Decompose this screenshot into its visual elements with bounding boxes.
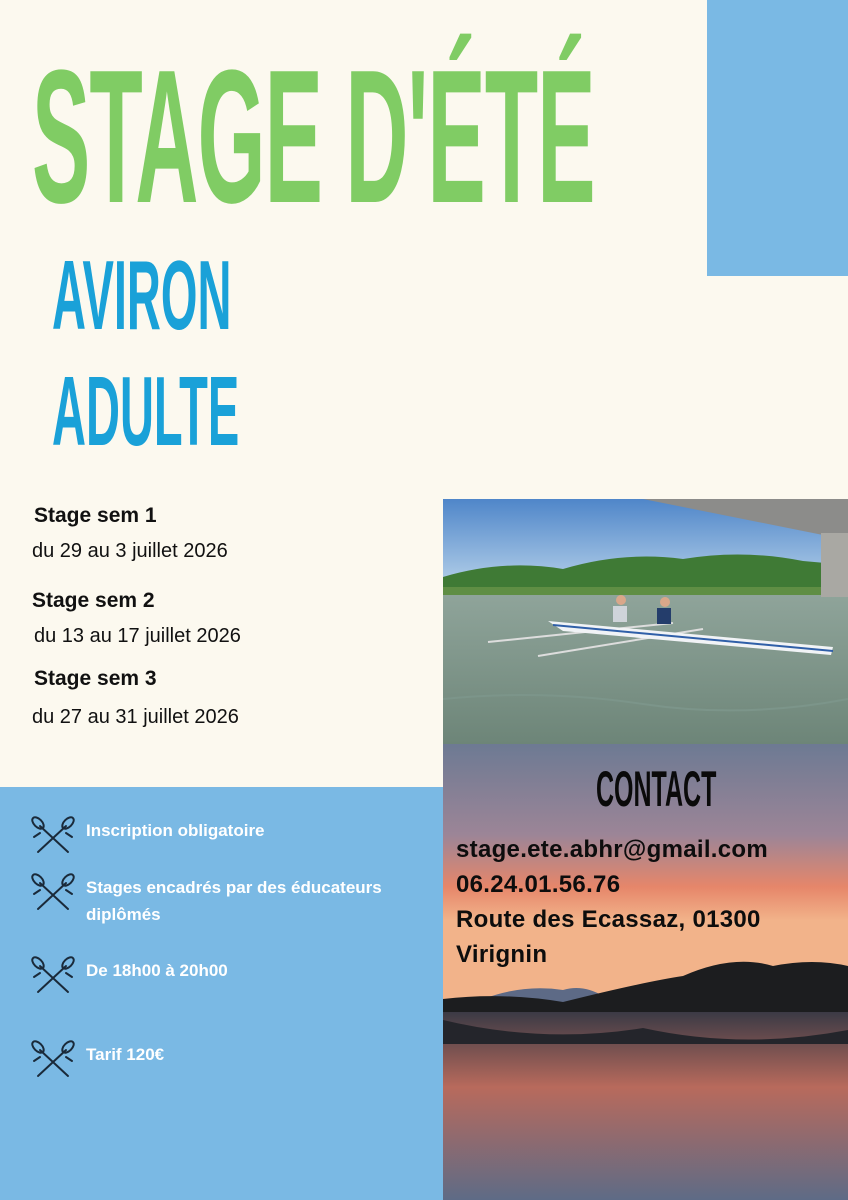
- schedule-week-3-dates: du 27 au 31 juillet 2026: [32, 706, 239, 728]
- corner-color-block: [707, 0, 848, 276]
- crossed-oars-icon: [30, 955, 76, 995]
- contact-title: CONTACT: [596, 761, 717, 817]
- feature-item: [30, 955, 436, 995]
- schedule-week-2-title: Stage sem 2: [32, 589, 155, 612]
- contact-phone[interactable]: 06.24.01.56.76: [456, 871, 621, 898]
- schedule-week-1-title: Stage sem 1: [34, 504, 157, 527]
- subtitle-adulte: ADULTE: [52, 356, 240, 466]
- contact-address: Route des Ecassaz, 01300: [456, 906, 761, 933]
- feature-text: De 18h00 à 20h00: [86, 961, 228, 980]
- feature-item: [30, 815, 436, 855]
- subtitle-aviron: AVIRON: [52, 240, 232, 350]
- crossed-oars-icon: [30, 815, 76, 855]
- contact-city: Virignin: [456, 941, 548, 968]
- feature-text: Inscription obligatoire: [86, 821, 265, 840]
- schedule-week-3-title: Stage sem 3: [34, 667, 157, 690]
- rowing-photo: [443, 499, 848, 744]
- schedule-week-1-dates: du 29 au 3 juillet 2026: [32, 540, 228, 562]
- feature-item: [30, 872, 436, 928]
- contact-email[interactable]: stage.ete.abhr@gmail.com: [456, 836, 769, 863]
- crossed-oars-icon: [30, 1039, 76, 1079]
- schedule-week-2-dates: du 13 au 17 juillet 2026: [34, 625, 241, 647]
- feature-text: Stages encadrés par des éducateurs diplômés: [86, 878, 382, 924]
- poster-title: STAGE D'ÉTÉ: [32, 31, 595, 243]
- feature-item: [30, 1039, 436, 1079]
- crossed-oars-icon: [30, 872, 76, 912]
- feature-text: Tarif 120€: [86, 1045, 165, 1064]
